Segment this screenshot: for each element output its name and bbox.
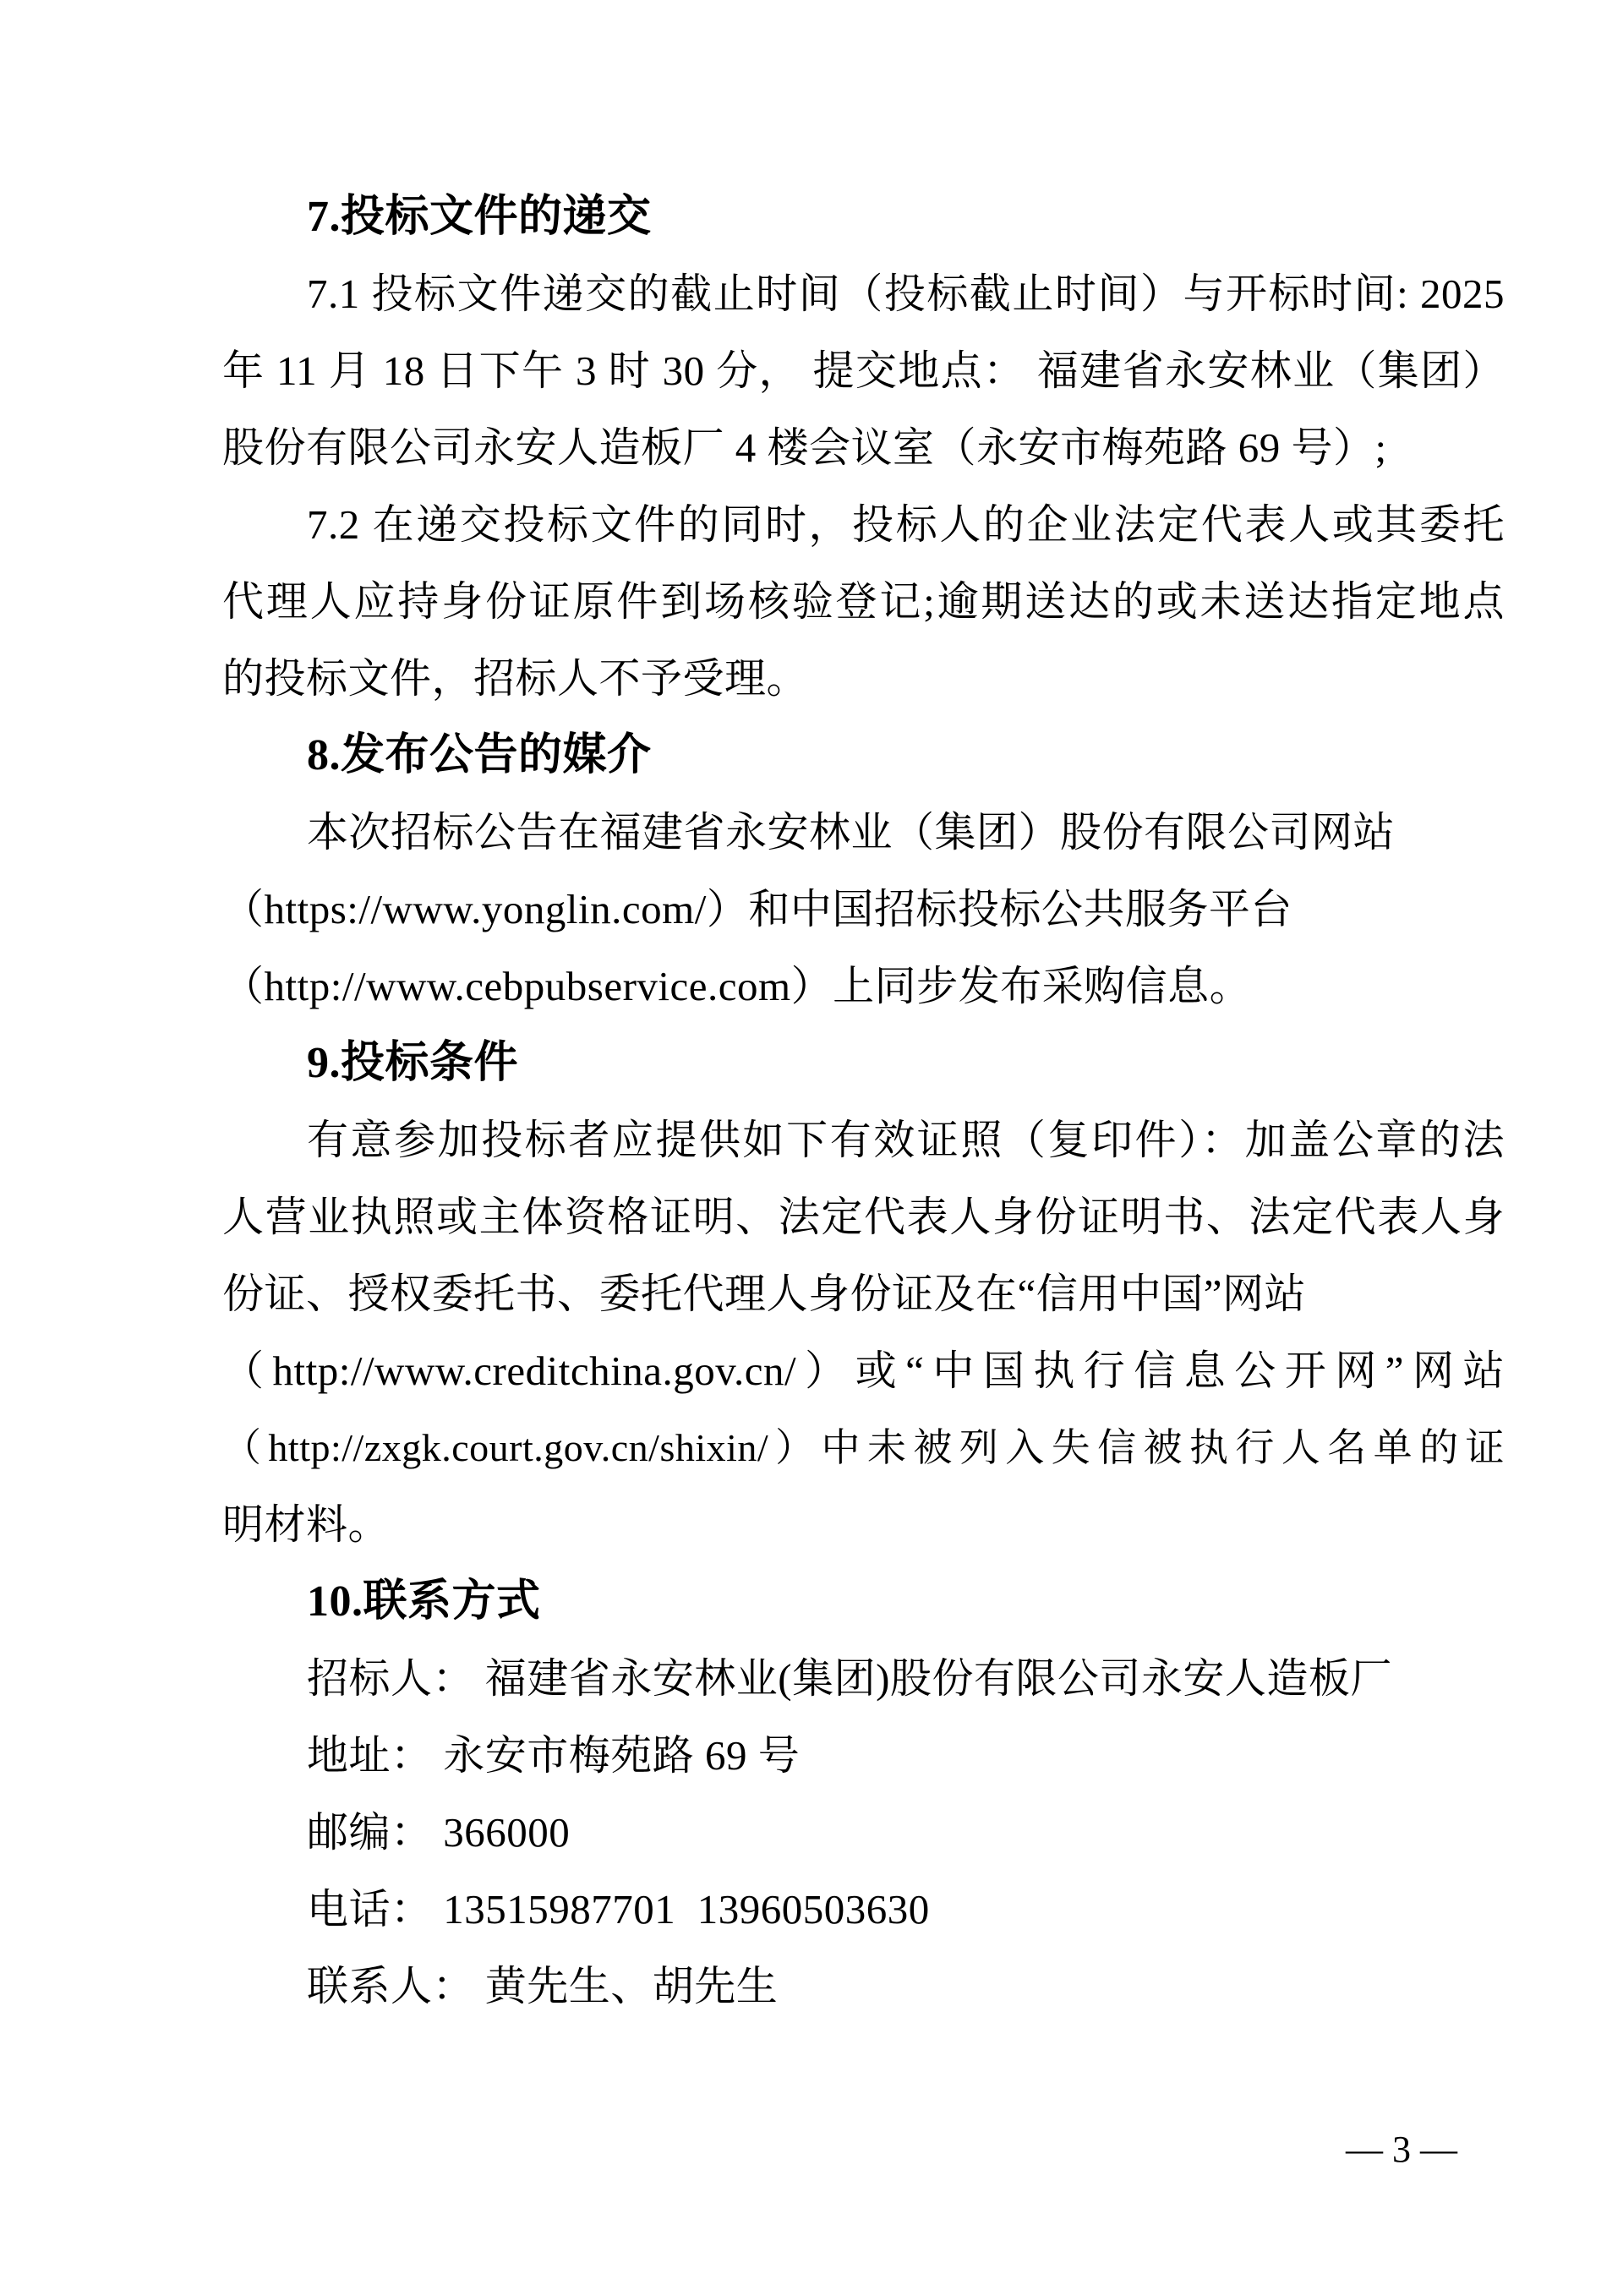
clause-7-1-line-2: 年 11 月 18 日下午 3 时 30 分， 提交地点： 福建省永安林业（集团） <box>222 347 1505 394</box>
section-9-body-line-1: 有意参加投标者应提供如下有效证照（复印件）：加盖公章的法 <box>307 1117 1505 1163</box>
section-8-body-line-2: （https://www.yonglin.com/）和中国招标投标公共服务平台 <box>222 886 1292 932</box>
section-9-body-line-5: （http://zxgk.court.gov.cn/shixin/）中未被列入失信被执行人名单的证 <box>222 1426 1505 1469</box>
section-8-body-line-1: 本次招标公告在福建省永安林业（集团）股份有限公司网站 <box>307 809 1396 856</box>
clause-7-2-line-1: 7.2 在递交投标文件的同时，投标人的企业法定代表人或其委托 <box>307 501 1505 548</box>
postcode-line: 邮编： 366000 <box>307 1809 571 1856</box>
clause-7-1-line-3: 股份有限公司永安人造板厂 4 楼会议室（永安市梅苑路 69 号）; <box>222 424 1387 471</box>
contact-person-line: 联系人： 黄先生、胡先生 <box>307 1963 779 2009</box>
section-7-heading: 7.投标文件的递交 <box>307 193 652 241</box>
phone-line: 电话： 13515987701 13960503630 <box>307 1886 930 1932</box>
section-8-body-line-3: （http://www.cebpubservice.com）上同步发布采购信息。 <box>222 963 1252 1009</box>
section-9-heading: 9.投标条件 <box>307 1039 519 1087</box>
document-body <box>222 178 1505 2025</box>
section-9-body-line-3: 份证、授权委托书、委托代理人身份证及在“信用中国”网站 <box>222 1271 1306 1317</box>
page-number: — 3 — <box>1346 2129 1457 2170</box>
section-9-body-line-6: 明材料。 <box>222 1501 391 1548</box>
clause-7-2-line-3: 的投标文件，招标人不予受理。 <box>222 655 809 702</box>
tenderer-line: 招标人： 福建省永安林业(集团)股份有限公司永安人造板厂 <box>307 1655 1392 1702</box>
clause-7-2-line-2: 代理人应持身份证原件到场核验登记;逾期送达的或未送达指定地点 <box>222 578 1505 625</box>
section-9-body-line-4: （http://www.creditchina.gov.cn/）或“中国执行信息公开网”网站 <box>222 1348 1505 1394</box>
section-9-body-line-2: 人营业执照或主体资格证明、法定代表人身份证明书、法定代表人身 <box>222 1194 1505 1240</box>
section-10-heading: 10.联系方式 <box>307 1577 541 1626</box>
address-line: 地址： 永安市梅苑路 69 号 <box>307 1732 801 1779</box>
section-8-heading: 8.发布公告的媒介 <box>307 731 652 779</box>
clause-7-1-line-1: 7.1 投标文件递交的截止时间（投标截止时间）与开标时间: 2025 <box>307 271 1505 317</box>
